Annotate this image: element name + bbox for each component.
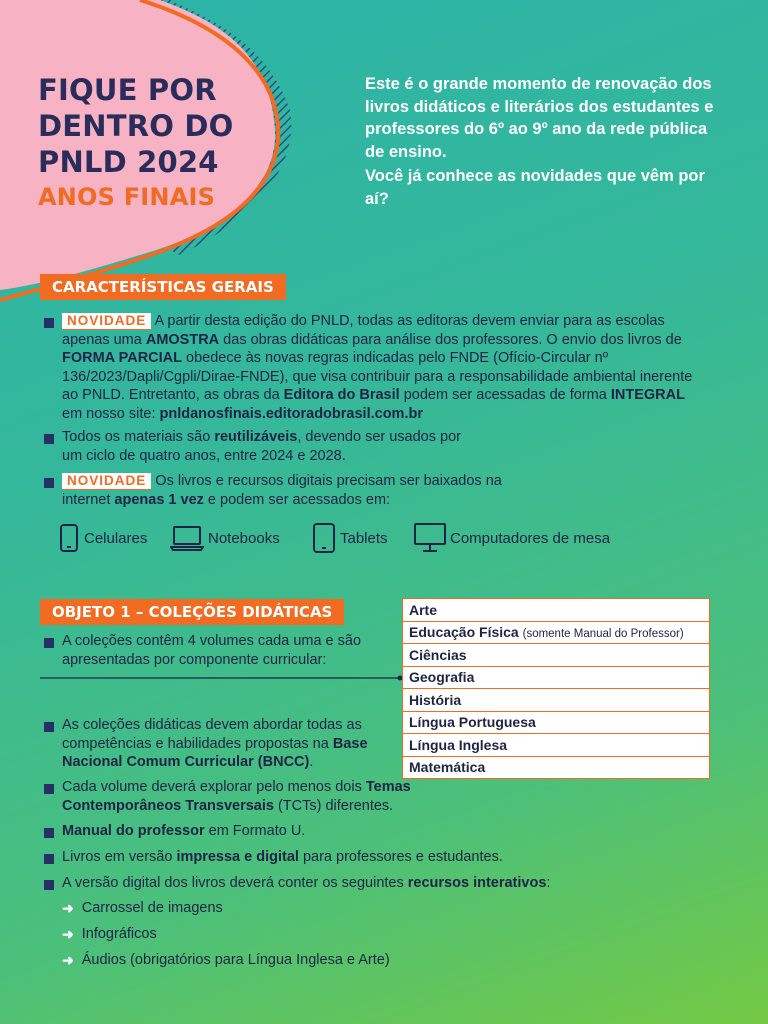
subject-cell: Matemática bbox=[403, 756, 710, 779]
bullet-icon bbox=[44, 434, 54, 444]
item-text: Os livros e recursos digitais precisam ser baixados na internet bbox=[62, 473, 502, 508]
resource-item bbox=[62, 899, 223, 918]
item-text: A partir desta edição do PNLD, todas as editoras devem enviar para as escolas apenas uma bbox=[62, 313, 665, 348]
manual-item bbox=[62, 822, 562, 841]
item-text: Cada volume deverá explorar pelo menos dois bbox=[62, 779, 366, 795]
novidade-digital-item bbox=[62, 472, 532, 509]
resource-item bbox=[62, 925, 157, 944]
tcts-item bbox=[62, 778, 482, 815]
item-bold: recursos interativos bbox=[407, 875, 547, 891]
bullet-icon bbox=[44, 784, 54, 794]
device-tablets bbox=[312, 522, 388, 554]
subject-note: (somente Manual do Professor) bbox=[522, 628, 684, 641]
item-text: Todos os materiais são bbox=[62, 429, 215, 445]
intro-text bbox=[365, 73, 725, 212]
device-notebooks bbox=[170, 522, 280, 554]
table-row bbox=[403, 689, 710, 712]
bncc-item bbox=[62, 716, 392, 772]
item-bold: apenas 1 vez bbox=[114, 491, 204, 508]
item-text: . bbox=[309, 754, 314, 770]
item-bold: Editora do Brasil bbox=[283, 387, 400, 403]
item-bold: FORMA PARCIAL bbox=[62, 350, 183, 366]
table-row bbox=[403, 711, 710, 734]
resource-label: Infográficos bbox=[81, 926, 157, 942]
page-title bbox=[38, 72, 298, 212]
item-text: As coleções didáticas devem abordar todas as competências e habilidades propostas na bbox=[62, 717, 362, 752]
objeto1-heading bbox=[40, 599, 344, 625]
item-text: Livros em versão bbox=[62, 849, 177, 865]
bullet-icon bbox=[44, 828, 54, 838]
novidade-badge: NOVIDADE bbox=[62, 313, 151, 330]
item-text: : bbox=[546, 875, 551, 891]
objeto1-heading-label: OBJETO 1 – COLEÇÕES DIDÁTICAS bbox=[40, 599, 344, 625]
item-text: para professores e estudantes. bbox=[298, 849, 503, 865]
reutilizaveis-item bbox=[62, 428, 482, 465]
table-row bbox=[403, 644, 710, 667]
intro-paragraph: Este é o grande momento de renovação dos livros didáticos e literários dos estudantes e professores do 6º ao 9º ano da rede pública de ensino. bbox=[365, 75, 714, 161]
caracteristicas-heading bbox=[40, 274, 286, 300]
device-celulares bbox=[58, 522, 147, 554]
subject-cell: Arte bbox=[403, 599, 710, 622]
device-list bbox=[58, 522, 658, 554]
item-bold: Base Nacional Comum Curricular (BNCC) bbox=[62, 735, 368, 770]
table-row bbox=[403, 666, 710, 689]
bullet-icon bbox=[44, 638, 54, 648]
device-label: Tablets bbox=[340, 529, 388, 547]
recursos-item bbox=[62, 874, 662, 893]
item-bold: Manual do professor bbox=[62, 823, 205, 839]
bullet-icon bbox=[44, 318, 54, 328]
colecoes-volumes-item: A coleções contêm 4 volumes cada uma e são apresentadas por componente curricular: bbox=[62, 633, 362, 668]
item-bold: impressa e digital bbox=[176, 849, 299, 865]
versao-item bbox=[62, 848, 622, 867]
item-text: podem ser acessadas de forma bbox=[399, 387, 611, 403]
device-label: Computadores de mesa bbox=[450, 529, 611, 547]
device-computadores bbox=[414, 522, 610, 554]
item-bold: Temas Contemporâneos Transversais bbox=[62, 779, 411, 814]
bullet-icon bbox=[44, 854, 54, 864]
subjects-table bbox=[402, 598, 710, 779]
title-line-3: PNLD 2024 bbox=[38, 145, 219, 179]
resource-label: Áudios (obrigatórios para Língua Inglesa e Arte) bbox=[81, 952, 390, 968]
item-text: obedece às novas regras indicadas pelo FNDE (Ofício-Circular nº 136/2023/Dapli/Cgpli/Dirae-FNDE), que visa contribuir para a responsabilidade ambiental inerente ao PNLD. Entretanto, as obras da bbox=[62, 350, 693, 403]
item-text: e podem ser acessados em: bbox=[203, 491, 391, 508]
subject-cell: Língua Portuguesa bbox=[403, 711, 710, 734]
subject-cell: Geografia bbox=[403, 666, 710, 689]
bullet-icon bbox=[44, 880, 54, 890]
item-text: (TCTs) diferentes. bbox=[273, 797, 394, 814]
connector-line bbox=[40, 674, 406, 682]
device-label: Notebooks bbox=[208, 529, 280, 547]
arrow-right-icon: ➜ bbox=[62, 951, 74, 968]
item-bold: AMOSTRA bbox=[145, 331, 220, 348]
subject-cell: Ciências bbox=[403, 644, 710, 667]
table-row bbox=[403, 621, 710, 644]
table-row bbox=[403, 756, 710, 779]
arrow-right-icon: ➜ bbox=[62, 899, 74, 916]
intro-question: Você já conhece as novidades que vêm por aí? bbox=[365, 167, 705, 208]
resource-item bbox=[62, 951, 390, 970]
bullet-icon bbox=[44, 722, 54, 732]
title-line-2: DENTRO DO bbox=[38, 109, 234, 143]
item-bold: INTEGRAL bbox=[610, 387, 685, 403]
item-text: em nosso site: bbox=[62, 405, 160, 422]
novidade-amostra-item bbox=[62, 312, 702, 423]
title-line-1: FIQUE POR bbox=[38, 73, 217, 107]
subject-name: Educação Física bbox=[409, 624, 519, 641]
bullet-icon bbox=[44, 478, 54, 488]
subject-cell: História bbox=[403, 689, 710, 712]
arrow-right-icon: ➜ bbox=[62, 925, 74, 942]
desktop-icon bbox=[414, 523, 446, 553]
subject-cell: Língua Inglesa bbox=[403, 734, 710, 757]
device-label: Celulares bbox=[84, 529, 148, 547]
site-link[interactable]: pnldanosfinais.editoradobrasil.com.br bbox=[159, 405, 423, 422]
novidade-badge: NOVIDADE bbox=[62, 473, 151, 490]
item-bold: reutilizáveis bbox=[214, 429, 298, 445]
subject-cell bbox=[403, 621, 710, 644]
table-row bbox=[403, 599, 710, 622]
page-subtitle: ANOS FINAIS bbox=[38, 183, 216, 211]
smartphone-icon bbox=[58, 524, 80, 552]
laptop-icon bbox=[170, 525, 204, 551]
item-text: A versão digital dos livros deverá conter os seguintes bbox=[62, 875, 408, 891]
caracteristicas-heading-label: CARACTERÍSTICAS GERAIS bbox=[40, 274, 286, 300]
table-row bbox=[403, 734, 710, 757]
tablet-icon bbox=[312, 523, 336, 553]
item-text: em Formato U. bbox=[204, 823, 306, 839]
item-text: , devendo ser usados por um ciclo de quatro anos, entre 2024 e 2028. bbox=[62, 429, 461, 464]
resource-label: Carrossel de imagens bbox=[81, 900, 223, 916]
item-text: das obras didáticas para análise dos professores. O envio dos livros de bbox=[219, 331, 682, 348]
